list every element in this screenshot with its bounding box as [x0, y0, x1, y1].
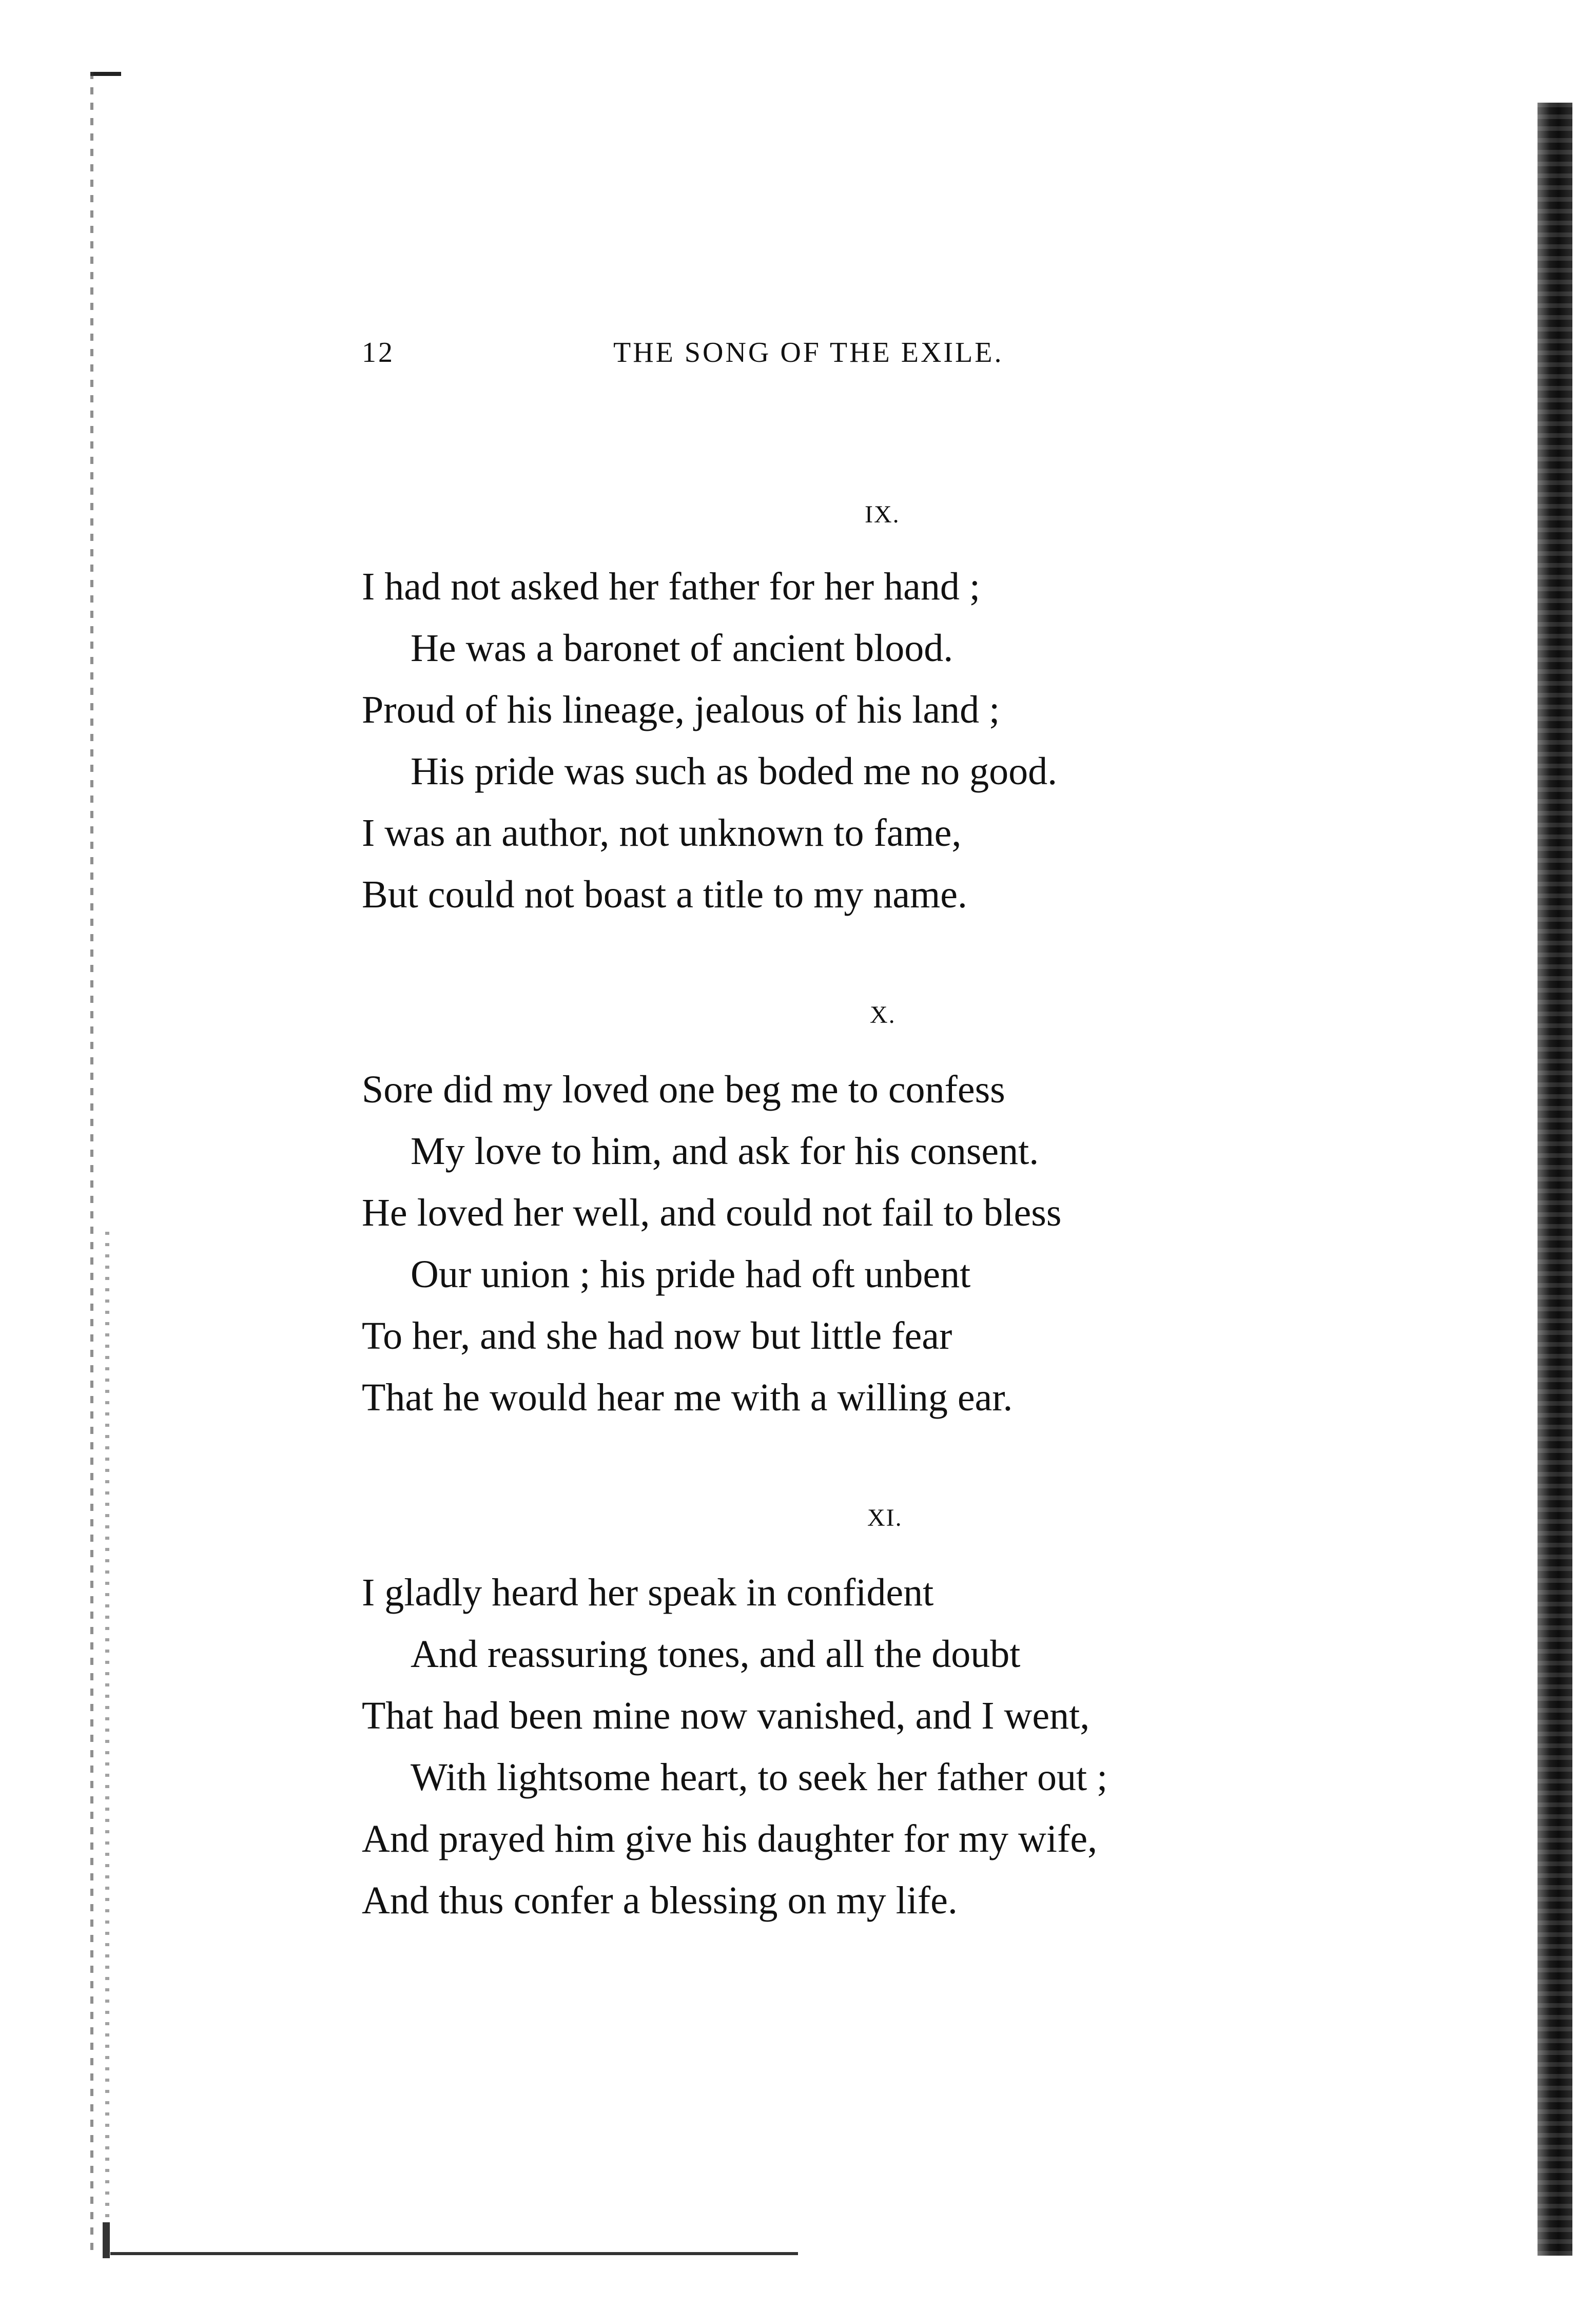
verse-line: Sore did my loved one beg me to confess — [362, 1068, 1005, 1111]
verse-line: And reassuring tones, and all the doubt — [411, 1633, 1021, 1676]
verse-line: He loved her well, and could not fail to bless — [362, 1191, 1062, 1234]
scan-bottom-corner — [103, 2222, 110, 2258]
verse-line: Our union ; his pride had oft unbent — [411, 1253, 971, 1296]
verse-line: To her, and she had now but little fear — [362, 1314, 952, 1357]
scan-left-edge — [90, 72, 93, 2253]
verse-line: My love to him, and ask for his consent. — [411, 1130, 1039, 1173]
running-head — [0, 336, 1596, 377]
verse-line: That had been mine now vanished, and I went, — [362, 1694, 1090, 1737]
verse-line: I gladly heard her speak in confident — [362, 1571, 934, 1614]
verse-line: I was an author, not unknown to fame, — [362, 811, 962, 855]
verse-line: His pride was such as boded me no good. — [411, 750, 1058, 793]
verse-line: I had not asked her father for her hand ; — [362, 565, 980, 608]
page-number: 12 — [362, 337, 395, 368]
verse-line: With lightsome heart, to seek her father out ; — [411, 1756, 1108, 1799]
verse-line: That he would hear me with a willing ear. — [362, 1376, 1013, 1419]
scan-bottom-rule — [110, 2252, 798, 2255]
verse-line: But could not boast a title to my name. — [362, 873, 967, 916]
verse-line: And prayed him give his daughter for my wife, — [362, 1817, 1098, 1860]
scan-corner-mark — [90, 72, 121, 76]
scan-right-edge-texture — [1537, 103, 1572, 2256]
verse-line: Proud of his lineage, jealous of his land ; — [362, 688, 1000, 731]
stanza-number: IX. — [865, 501, 900, 528]
stanza-number: XI. — [867, 1504, 903, 1531]
scan-left-edge-speckle — [105, 1232, 109, 2248]
verse-line: He was a baronet of ancient blood. — [411, 627, 953, 670]
verse-line: And thus confer a blessing on my life. — [362, 1879, 958, 1922]
book-title: THE SONG OF THE EXILE. — [613, 337, 1004, 368]
stanza-number: X. — [870, 1001, 896, 1029]
